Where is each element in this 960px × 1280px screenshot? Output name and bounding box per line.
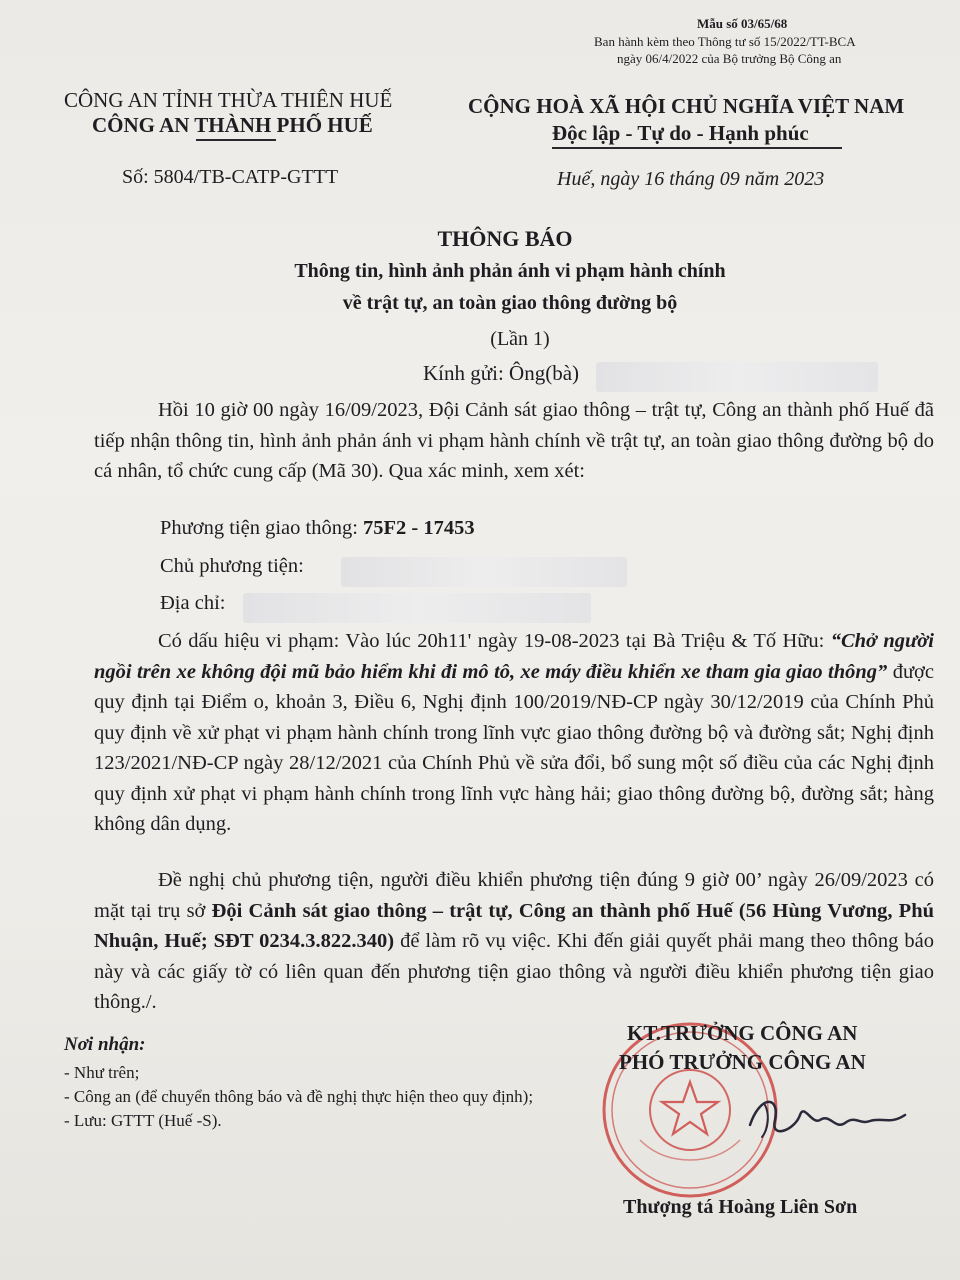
summons-intro: Đề nghị chủ phương tiện, người điều khiển phương tiện đúng 9 giờ 00’ ngày 26/09/2023 có mặt tại trụ sở — [94, 869, 934, 922]
form-issued-date-line: ngày 06/4/2022 của Bộ trưởng Bộ Công an — [617, 51, 842, 66]
document-number: Số: 5804/TB-CATP-GTTT — [122, 166, 339, 188]
document-title: THÔNG BÁO — [437, 226, 573, 251]
document-subtitle-1: Thông tin, hình ảnh phản ánh vi phạm hành chính — [294, 260, 726, 282]
document-subtitle-2: về trật tự, an toàn giao thông đường bộ — [342, 292, 678, 314]
agency-name: CÔNG AN THÀNH PHỐ HUẾ — [92, 113, 373, 137]
form-issued-line: Ban hành kèm theo Thông tư số 15/2022/TT-BCA — [594, 34, 856, 49]
recipient-item: - Công an (để chuyển thông báo và đề nghị thực hiện theo quy định); — [64, 1087, 534, 1106]
redacted-address — [243, 593, 591, 623]
addressee-label: Kính gửi: Ông(bà) — [423, 361, 580, 385]
national-motto: Độc lập - Tự do - Hạnh phúc — [552, 121, 809, 145]
vehicle-field — [160, 517, 475, 540]
address-field — [160, 592, 225, 615]
agency-parent: CÔNG AN TỈNH THỪA THIÊN HUẾ — [64, 88, 393, 112]
handwritten-signature — [740, 1085, 910, 1155]
signature-title-1: KT.TRƯỞNG CÔNG AN — [627, 1021, 858, 1045]
signer-name: Thượng tá Hoàng Liên Sơn — [623, 1196, 858, 1218]
recipients-block — [64, 1033, 534, 1133]
agency-underline — [196, 139, 276, 141]
recipient-item: - Lưu: GTTT (Huế -S). — [64, 1111, 222, 1130]
violation-description: “Chở người ngồi trên xe không đội mũ bảo hiểm khi đi mô tô, xe máy điều khiển xe tham gia giao thông” — [94, 630, 934, 683]
notice-round: (Lần 1) — [490, 328, 550, 350]
redacted-owner — [341, 557, 627, 587]
vehicle-label: Phương tiện giao thông: — [160, 517, 364, 539]
violation-legal-basis: được quy định tại Điểm o, khoản 3, Điều 6, Nghị định 100/2019/NĐ-CP ngày 30/12/2019 của Chính Phủ quy định về xử phạt vi phạm hành chính trong lĩnh vực giao thông đường bộ và đường sắt; Nghị định 123/2021/NĐ-CP ngày 28/12/2021 của Chính Phủ về sửa đổi, bổ sung một số điều của các Nghị định quy định xử phạt vi phạm hành chính trong lĩnh vực hàng hải; giao thông đường bộ, đường sắt; hàng không dân dụng. — [94, 660, 934, 835]
motto-underline — [552, 147, 842, 149]
national-title: CỘNG HOÀ XÃ HỘI CHỦ NGHĨA VIỆT NAM — [468, 94, 905, 118]
paragraph-violation — [94, 626, 934, 840]
form-number: Mẫu số 03/65/68 — [697, 16, 788, 31]
redacted-addressee — [596, 362, 878, 392]
signature-title-2: PHÓ TRƯỞNG CÔNG AN — [619, 1050, 866, 1074]
owner-field — [160, 555, 304, 578]
violation-intro: Có dấu hiệu vi phạm: Vào lúc 20h11' ngày 19-08-2023 tại Bà Triệu & Tố Hữu: — [158, 630, 831, 652]
recipients-title: Nơi nhận: — [64, 1034, 146, 1055]
paragraph-intro: Hồi 10 giờ 00 ngày 16/09/2023, Đội Cảnh sát giao thông – trật tự, Công an thành phố Huế đã tiếp nhận thông tin, hình ảnh phản ánh vi phạm hành chính về trật tự, an toàn giao thông đường bộ do cá nhân, tổ chức cung cấp (Mã 30). Qua xác minh, xem xét: — [94, 399, 934, 482]
owner-label: Chủ phương tiện: — [160, 555, 304, 577]
place-date: Huế, ngày 16 tháng 09 năm 2023 — [557, 168, 825, 190]
summons-instructions: để làm rõ vụ việc. Khi đến giải quyết phải mang theo thông báo này và các giấy tờ có liên quan đến phương tiện giao thông và người điều khiển phương tiện giao thông./. — [94, 930, 934, 1013]
summons-office: Đội Cảnh sát giao thông – trật tự, Công an thành phố Huế (56 Hùng Vương, Phú Nhuận, Huế; SĐT 0234.3.822.340) — [94, 899, 934, 952]
address-label: Địa chỉ: — [160, 592, 226, 614]
recipient-item: - Như trên; — [64, 1063, 140, 1082]
paragraph-summons — [94, 865, 934, 1018]
vehicle-plate: 75F2 - 17453 — [363, 517, 475, 539]
